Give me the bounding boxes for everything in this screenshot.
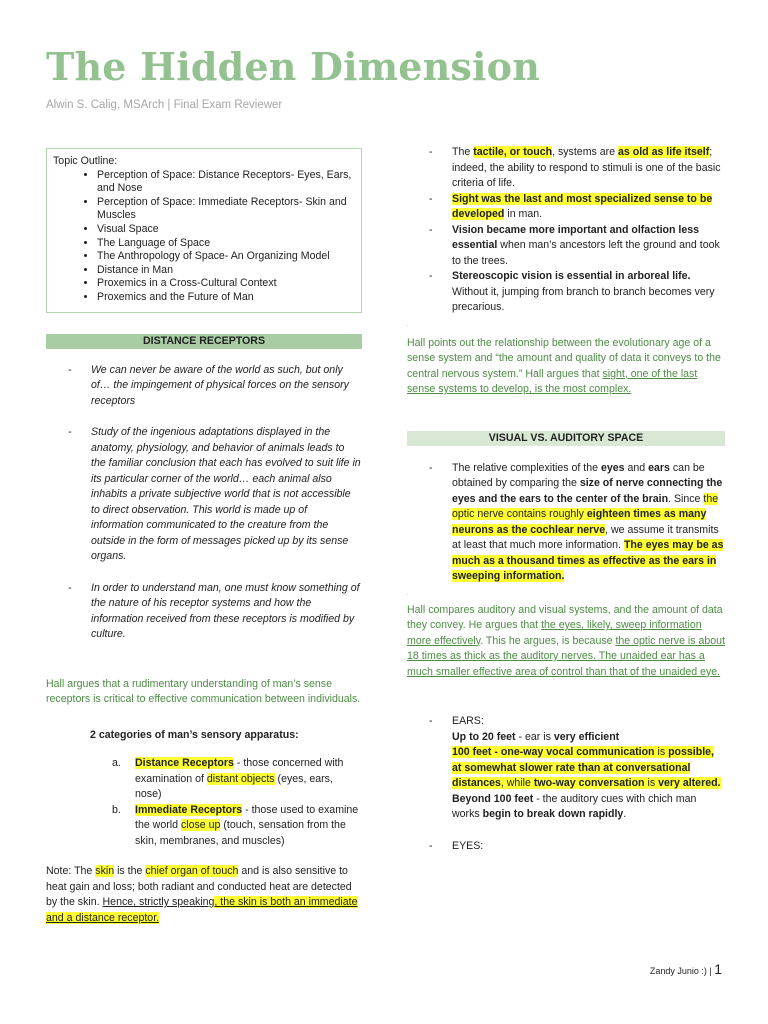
outline-item: • Perception of Space: Distance Receptors- Eyes, Ears, and Nose xyxy=(97,169,355,196)
ears-line-beyond-100ft: Beyond 100 feet - the auditory cues with chich man works begin to break down rapidly. xyxy=(452,792,697,820)
text-highlight: two-way conversation xyxy=(533,777,645,789)
ears-line-20ft: Up to 20 feet - ear is very efficient xyxy=(452,730,620,743)
outline-item: • The Anthropology of Space- An Organizing Model xyxy=(97,250,355,264)
page-title: The Hidden Dimension xyxy=(46,44,541,89)
ears-label: - EARS: xyxy=(452,715,484,727)
text-highlight: Sight was the last and most specialized sense to be developed xyxy=(452,192,713,220)
text-highlight: chief organ of touch xyxy=(145,865,239,878)
bullet-eyes: - EYES: xyxy=(407,839,725,855)
text-highlight: the optic nerve xyxy=(452,492,719,520)
outline-item: • Perception of Space: Immediate Receptors- Skin and Muscles xyxy=(97,196,355,223)
underlined-text: sight, one of the last sense systems to develop, is the most complex. xyxy=(407,367,698,395)
quote-paragraph: - Study of the ingenious adaptations displayed in the anatomy, physiology, and behavior of animals leads to the familiar conclusion that each has evolved to suit life in its particular corner of the world… each animal also inhabits a private subjective world that is not accessible to direct observation. This world is made up of information communicated to the creature from the outside in the form of messages picked up by its sense organs. xyxy=(46,425,362,565)
text-highlight: 100 feet - one-way vocal communication xyxy=(452,746,655,758)
text-highlight: skin xyxy=(95,865,115,878)
page-footer xyxy=(650,961,722,977)
page-number: 1 xyxy=(714,961,722,977)
text-highlight: the skin is both an immediate and a distance receptor. xyxy=(46,896,358,924)
list-marker: b. xyxy=(112,803,121,816)
stray-dot: . xyxy=(407,590,409,597)
hall-compares-note: Hall compares auditory and visual systems, and the amount of data they convey. He argues that the eyes, likely, sweep information more effectively. This he argues, is because the optic nerve is about 18 times as thick as the auditory nerves. The unaided ear has a much smaller effective area of control than that of the unaided eye. xyxy=(407,603,726,678)
right-column xyxy=(407,145,725,854)
skin-note-paragraph: Note: The skin is the chief organ of touch and is also sensitive to heat gain and loss; both radiant and conducted heat are detected by the skin. Hence, strictly speaking, the skin is both an immediate and a distance receptor. xyxy=(46,865,358,924)
bullet-relative-complexities: - The relative complexities of the eyes and ears can be obtained by comparing the size of nerve connecting the eyes and the ears to the center of the brain. Since the optic nerve contains roughly eighteen times as many neurons as the cochlear nerve, we assume it transmits at least that much more information. The eyes may be as much as a thousand times as effective as the ears in sweeping information. xyxy=(407,461,725,585)
term-highlight: Distance Receptors xyxy=(135,757,234,770)
ears-line-100ft: 100 feet - one-way vocal communication is possible, at somewhat slower rate than at conversational distances, while two-way conversation is very altered. xyxy=(452,746,721,789)
stray-dot: . xyxy=(407,321,409,328)
outline-item: • Proxemics in a Cross-Cultural Context xyxy=(97,277,355,291)
outline-item: • Distance in Man xyxy=(97,264,355,278)
text-highlight: tactile, or touch xyxy=(473,146,553,158)
text-highlight: eighteen times as many neurons as the cochlear nerve xyxy=(452,508,707,536)
outline-list xyxy=(53,169,355,305)
text-highlight: distant objects xyxy=(206,772,275,785)
bullet-tactile: - The tactile, or touch, systems are as old as life itself; indeed, the ability to respond to stimuli is one of the basic criteria of life. xyxy=(407,145,725,192)
list-marker: a. xyxy=(112,757,121,770)
section-heading-distance-receptors: DISTANCE RECEPTORS xyxy=(46,334,362,349)
outline-item: • Proxemics and the Future of Man xyxy=(97,291,355,305)
category-item-immediate-receptors: b. Immediate Receptors - those used to examine the world close up (touch, sensation from the skin, membranes, and muscles) xyxy=(112,803,359,847)
page-subtitle: Alwin S. Calig, MSArch | Final Exam Reviewer xyxy=(46,99,283,111)
outline-item: • Visual Space xyxy=(97,223,355,237)
text-highlight: possible, at somewhat slower rate than at conversational distances xyxy=(452,746,714,789)
category-item-distance-receptors: a. Distance Receptors - those concerned with examination of distant objects (eyes, ears, nose) xyxy=(112,757,344,801)
underlined-text: the eyes, likely, sweep information more effectively xyxy=(407,619,702,647)
underlined-text: Hence, strictly speaking xyxy=(102,896,215,909)
bullet-sight: - Sight was the last and most specialized sense to be developed in man. xyxy=(407,192,725,223)
outline-heading: Topic Outline: xyxy=(53,155,118,167)
topic-outline-box xyxy=(46,148,362,313)
quote-paragraph: - We can never be aware of the world as such, but only of… the impingement of physical forces on the sensory receptors xyxy=(46,363,362,410)
outline-item: • The Language of Space xyxy=(97,237,355,251)
left-column xyxy=(46,148,362,926)
section-heading-visual-vs-auditory: VISUAL VS. AUDITORY SPACE xyxy=(407,431,725,446)
categories-heading: 2 categories of man’s sensory apparatus: xyxy=(90,728,299,741)
term-highlight: Immediate Receptors xyxy=(135,803,243,816)
text-highlight: very altered. xyxy=(658,777,721,789)
hall-argument-note: Hall argues that a rudimentary understanding of man’s sense receptors is critical to effective communication between individuals. xyxy=(46,677,361,706)
text-highlight: The eyes may be as much as a thousand times as effective as the ears in sweeping information. xyxy=(452,539,724,582)
underlined-text: the optic nerve is about 18 times as thick as the auditory nerves. The unaided ear has a much smaller effective area of control than that of the unaided eye. xyxy=(407,634,726,678)
text-highlight: close up xyxy=(180,819,221,832)
hall-points-note: Hall points out the relationship between the evolutionary age of a sense system and “the amount and quality of data it conveys to the central nervous system.” Hall argues that sight, one of the last sense systems to develop, is the most complex. xyxy=(407,336,721,395)
bullet-stereoscopic: - Stereoscopic vision is essential in arboreal life. Without it, jumping from branch to branch becomes very precarious. xyxy=(407,269,725,316)
text-highlight: as old as life itself xyxy=(618,146,710,158)
bullet-ears xyxy=(407,714,725,823)
footer-author: Zandy Junio :) | xyxy=(649,966,715,976)
bullet-vision: - Vision became more important and olfaction less essential when man’s ancestors left the ground and took to the trees. xyxy=(407,223,725,270)
quote-paragraph: - In order to understand man, one must know something of the nature of his receptor systems and how the information received from these receptors is modified by culture. xyxy=(46,581,362,643)
